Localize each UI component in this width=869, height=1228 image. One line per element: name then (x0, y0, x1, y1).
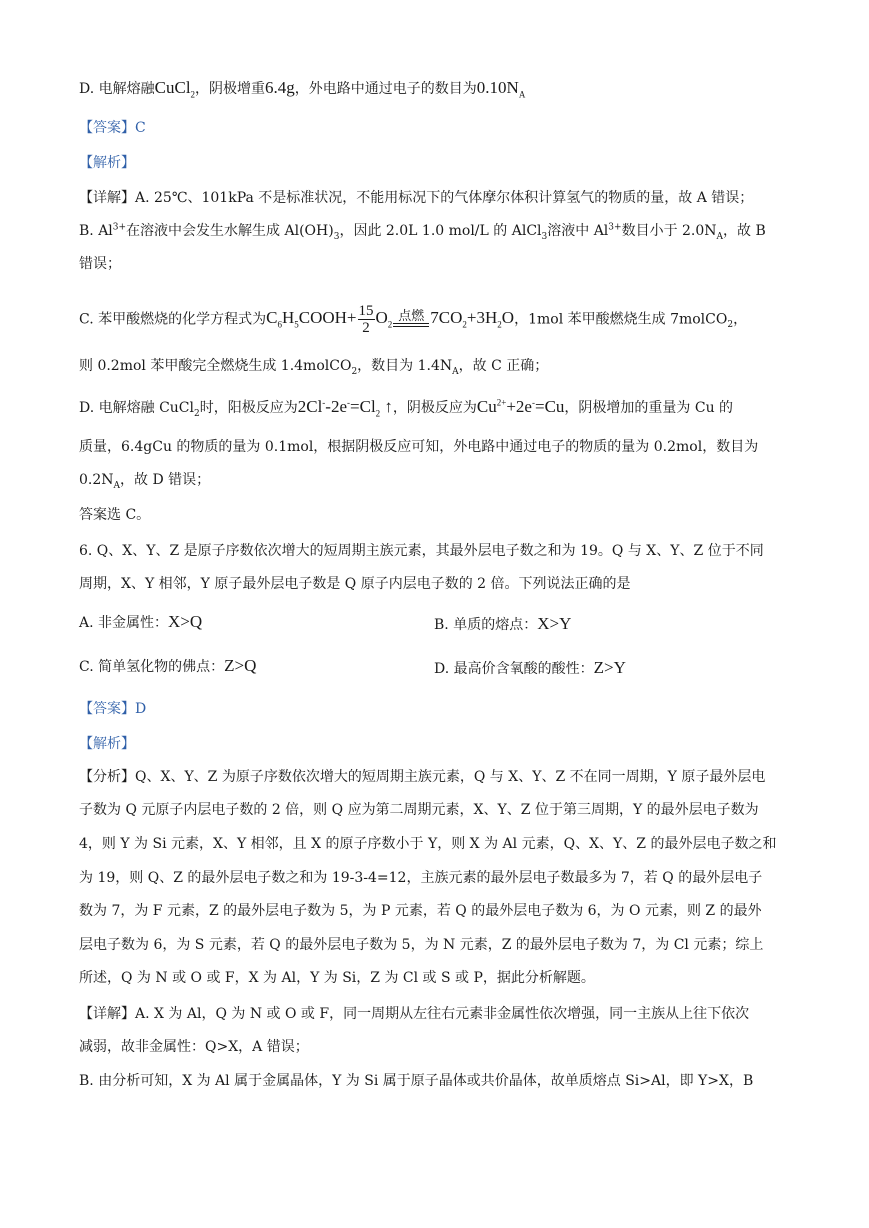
analysis-line-7: 所述，Q 为 N 或 O 或 F，X 为 Al，Y 为 Si，Z 为 Cl 或 S 或 P，据此分析解题。 (79, 970, 595, 986)
formula-mass: 6.4g (265, 78, 295, 97)
detail-d-line: D. 电解熔融 CuCl$_2$时，阳极反应为$2Cl^--2e^-=Cl_2$ ↑，阴极反应为$Cu^{2+}+2e^-=Cu$，阴极增加的重量为 Cu 的 (79, 397, 734, 419)
answer-label: 【答案】C (79, 120, 146, 136)
final-answer: 答案选 C。 (79, 507, 151, 523)
detail-d-line-3: $0.2N_A$，故 D 错误； (79, 472, 211, 491)
detail-2-line-2: 减弱，故非金属性：Q>X，A 错误； (79, 1039, 309, 1055)
text: ，外电路中通过电子的数目为 (294, 81, 477, 97)
detail-b-line-2: 错误； (79, 256, 121, 272)
analysis-line-4: 为 19，则 Q、Z 的最外层电子数之和为 19-3-4=12，主族元素的最外层电子数最多为 7，若 Q 的最外层电子 (79, 870, 763, 886)
answer-label-2: 【答案】D (79, 701, 147, 717)
option-d-line (79, 78, 525, 99)
text: ，阴极增重 (195, 81, 266, 97)
option-c: C. 简单氢化物的佛点：Z>Q (79, 656, 257, 675)
formula-cucl2: CuCl$_2$ (154, 78, 196, 100)
cathode-reaction: $Cu^{2+}+2e^-=Cu$ (476, 397, 565, 416)
analysis-label-2: 【解析】 (79, 736, 135, 752)
detail-c-line-2: 则 0.2mol 苯甲酸完全燃烧生成 1.4molCO$_2$，数目为 $1.4N_A$，故 C 正确； (79, 358, 549, 377)
detail-b-line: B. $Al^{3+}$在溶液中会发生水解生成 $Al(OH)_3$，因此 2.0L 1.0 mol/L 的 AlCl$_3$溶液中 $Al^{3+}$数目小于 $2.0N_A$，故 B (79, 222, 766, 242)
option-a: A. 非金属性：X>Q (79, 612, 203, 631)
analysis-line-2: 子数为 Q 元原子内层电子数的 2 倍，则 Q 应为第二周期元素，X、Y、Z 位于第三周期，Y 的最外层电子数为 (79, 802, 759, 818)
analysis-line-6: 层电子数为 6，为 S 元素，若 Q 的最外层电子数为 5，为 N 元素，Z 的最外层电子数为 7，为 Cl 元素；综上 (79, 937, 764, 953)
question-6-stem: 6. Q、X、Y、Z 是原子序数依次增大的短周期主族元素，其最外层电子数之和为 19。Q 与 X、Y、Z 位于不同 (79, 543, 764, 559)
analysis-line-1: 【分析】Q、X、Y、Z 为原子序数依次增大的短周期主族元素，Q 与 X、Y、Z 不在同一周期，Y 原子最外层电 (79, 769, 766, 785)
formula-electrons: $0.10N_A$ (476, 78, 526, 100)
detail-d-line-2: 质量，6.4gCu 的物质的量为 0.1mol，根据阴极反应可知，外电路中通过电子的物质的量为 0.2mol，数目为 (79, 439, 759, 455)
text: D. 电解熔融 (79, 81, 155, 97)
analysis-line-5: 数为 7，为 F 元素，Z 的最外层电子数为 5，为 P 元素，若 Q 的最外层电子数为 6，为 O 元素，则 Z 的最外 (79, 903, 762, 919)
anode-reaction: $2Cl^--2e^-=Cl_2$ ↑ (297, 397, 393, 419)
detail-c-line: C. 苯甲酸燃烧的化学方程式为$C_6H_5COOH+$ $\frac{15}{2}$ $O_2$ 点燃 $7CO_2+3H_2O$，1mol 苯甲酸燃烧生成 7molCO$_2$， (79, 303, 748, 336)
option-d: D. 最高价含氧酸的酸性：Z>Y (434, 658, 626, 677)
question-6-stem-2: 周期，X、Y 相邻，Y 原子最外层电子数是 Q 原子内层电子数的 2 倍。下列说法正确的是 (79, 576, 631, 592)
combustion-equation: $C_6H_5COOH+$ $\frac{15}{2}$ $O_2$ 点燃 $7CO_2+3H_2O$ (266, 303, 515, 336)
ignite-condition: 点燃 (393, 309, 429, 330)
detail-2-line-1: 【详解】A. X 为 Al，Q 为 N 或 O 或 F，同一周期从左往右元素非金属性依次增强，同一主族从上往下依次 (79, 1006, 750, 1022)
fraction: $\frac{15}{2}$ (358, 303, 374, 336)
detail-2-line-3: B. 由分析可知，X 为 Al 属于金属晶体，Y 为 Si 属于原子晶体或共价晶体，故单质熔点 Si>Al，即 Y>X，B (79, 1073, 754, 1089)
detail-a-line: 【详解】A. 25℃、101kPa 不是标准状况，不能用标况下的气体摩尔体积计算氢气的物质的量，故 A 错误； (79, 190, 754, 206)
option-b: B. 单质的熔点：X>Y (434, 614, 572, 633)
analysis-label: 【解析】 (79, 155, 135, 171)
analysis-line-3: 4，则 Y 为 Si 元素，X、Y 相邻，且 X 的原子序数小于 Y，则 X 为 Al 元素，Q、X、Y、Z 的最外层电子数之和 (79, 836, 777, 852)
